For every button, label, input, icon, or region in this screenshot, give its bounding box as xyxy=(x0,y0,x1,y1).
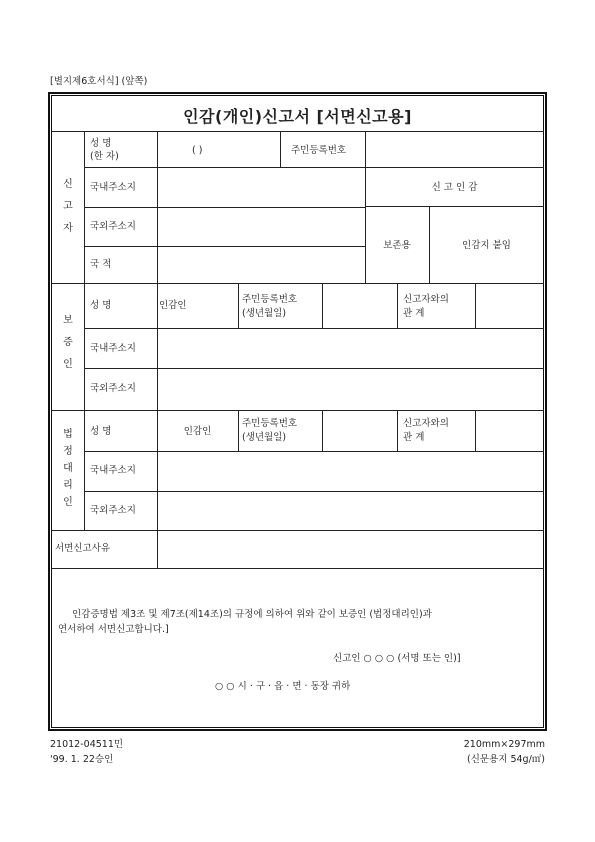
legal-rep-name-label: 성 명 xyxy=(90,426,112,437)
guarantor-relation-label-2: 관 계 xyxy=(403,308,425,319)
seal-label: 신 고 인 감 xyxy=(431,182,478,193)
form-number: [별지제6호서식] (앞쪽) xyxy=(50,76,148,87)
guarantor-foreign-address-label: 국외주소지 xyxy=(90,383,136,394)
seal-attach-label: 인감지 붙임 xyxy=(462,240,511,251)
legal-rep-relation-label-2: 관 계 xyxy=(403,432,425,443)
form-title: 인감(개인)신고서 [서면신고용] xyxy=(183,107,412,126)
footer-size: 210mm×297mm xyxy=(463,739,545,750)
applicant-name-field[interactable]: ( ) xyxy=(192,145,203,156)
legal-rep-dob-label: (생년월일) xyxy=(242,432,287,443)
applicant-section-label: 신 고 자 xyxy=(63,179,73,234)
applicant-hanja-label: (한 자) xyxy=(90,151,119,162)
storage-label: 보존용 xyxy=(383,240,411,251)
footer-code: 21012-04511민 xyxy=(50,739,124,750)
legal-rep-rrn-label: 주민등록번호 xyxy=(242,418,298,429)
addressee-line: ○ ○ 시 · 구 · 읍 · 면 · 동장 귀하 xyxy=(215,681,351,692)
footer-paper: (신문용지 54g/㎡) xyxy=(467,754,545,765)
legal-rep-seal-label: 인감인 xyxy=(183,426,212,437)
guarantor-dob-label: (생년월일) xyxy=(242,308,287,319)
guarantor-relation-label: 신고자와의 xyxy=(403,294,449,305)
guarantor-seal-label: 인감인 xyxy=(159,300,187,311)
applicant-domestic-address-label: 국내주소지 xyxy=(90,182,136,193)
applicant-rrn-label: 주민등록번호 xyxy=(291,145,347,156)
legal-rep-relation-label: 신고자와의 xyxy=(403,418,449,429)
statement-line-2: 연서하여 서면신고합니다.] xyxy=(58,624,169,635)
legal-rep-foreign-address-label: 국외주소지 xyxy=(90,505,136,516)
guarantor-rrn-label: 주민등록번호 xyxy=(242,294,298,305)
guarantor-section-label: 보 증 인 xyxy=(63,315,73,370)
applicant-foreign-address-label: 국외주소지 xyxy=(90,221,136,232)
guarantor-domestic-address-label: 국내주소지 xyxy=(90,343,136,354)
reason-label: 서면신고사유 xyxy=(55,543,111,554)
applicant-name-label: 성 명 xyxy=(90,138,112,149)
statement-line-1: 인감증명법 제3조 및 제7조(제14조)의 규정에 의하여 위와 같이 보증인 (법정대리인)과 xyxy=(72,609,432,620)
signer-line: 신고인 ○ ○ ○ (서명 또는 인)] xyxy=(333,653,461,664)
legal-rep-section-label: 법 정 대 리 인 xyxy=(63,429,73,508)
legal-rep-domestic-address-label: 국내주소지 xyxy=(90,465,136,476)
guarantor-name-label: 성 명 xyxy=(90,300,112,311)
footer-approval: '99. 1. 22승인 xyxy=(50,754,114,765)
applicant-nationality-label: 국 적 xyxy=(90,259,112,270)
